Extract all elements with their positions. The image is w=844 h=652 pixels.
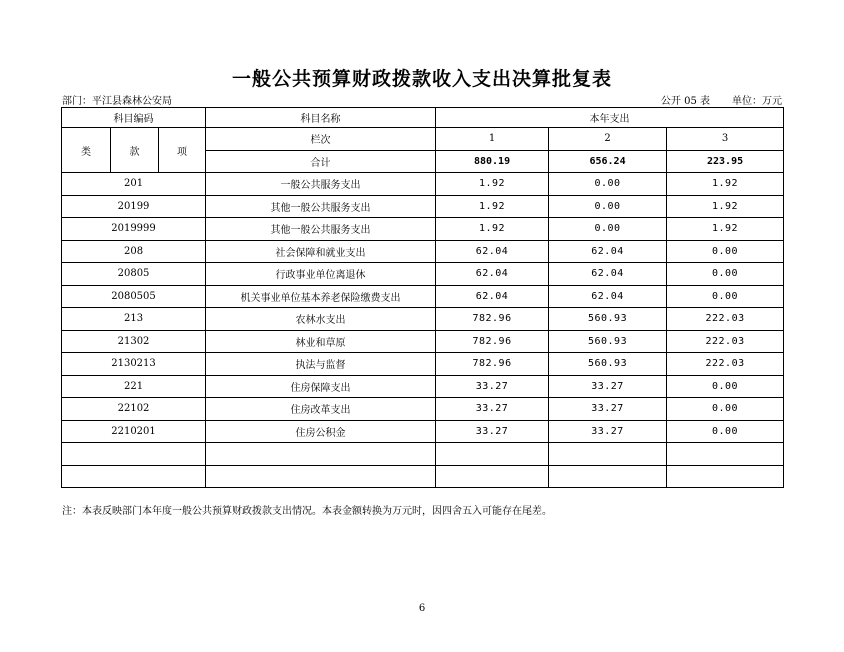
header-row-1 [62,108,784,128]
empty-cell [436,465,549,488]
row-value-2: 0.00 [549,195,667,218]
table-row [62,218,784,241]
unit-label: 单位：万元 [732,96,782,107]
row-code: 20199 [62,195,206,218]
row-value-3: 1.92 [667,218,784,241]
table-row [62,285,784,308]
row-value-1: 62.04 [436,240,549,263]
budget-table [61,107,784,488]
row-name: 农林水支出 [206,308,436,331]
row-value-3: 222.03 [667,330,784,353]
row-value-1: 33.27 [436,375,549,398]
header-kuan: 款 [111,128,159,173]
row-code: 20805 [62,263,206,286]
row-value-1: 62.04 [436,263,549,286]
header-lei: 类 [62,128,111,173]
row-value-3: 0.00 [667,263,784,286]
row-name: 林业和草原 [206,330,436,353]
row-value-3: 0.00 [667,398,784,421]
row-name: 一般公共服务支出 [206,173,436,196]
table-row [62,308,784,331]
row-value-1: 1.92 [436,173,549,196]
row-name: 执法与监督 [206,353,436,376]
empty-cell [206,443,436,466]
table-row [62,375,784,398]
row-value-2: 0.00 [549,218,667,241]
total-value-3: 223.95 [667,150,784,173]
form-number: 公开 05 表 [660,96,710,107]
row-value-3: 1.92 [667,195,784,218]
row-value-3: 1.92 [667,173,784,196]
empty-row [62,465,784,488]
header-col-3: 3 [667,128,784,151]
row-name: 行政事业单位离退休 [206,263,436,286]
row-value-1: 1.92 [436,195,549,218]
row-value-2: 33.27 [549,375,667,398]
header-row-2 [62,128,784,151]
row-name: 住房改革支出 [206,398,436,421]
row-value-1: 62.04 [436,285,549,308]
row-value-2: 62.04 [549,263,667,286]
table-row [62,330,784,353]
header-code: 科目编码 [62,108,206,128]
row-value-2: 62.04 [549,285,667,308]
row-code: 201 [62,173,206,196]
empty-cell [549,443,667,466]
row-value-3: 0.00 [667,420,784,443]
row-value-3: 222.03 [667,308,784,331]
row-code: 213 [62,308,206,331]
row-code: 2019999 [62,218,206,241]
footnote: 注：本表反映部门本年度一般公共预算财政拨款支出情况。本表金额转换为万元时，因四舍五入可能存在尾差。 [62,506,552,517]
row-name: 其他一般公共服务支出 [206,218,436,241]
empty-cell [436,443,549,466]
page-title: 一般公共预算财政拨款收入支出决算批复表 [231,68,612,90]
page-number: 6 [418,603,426,614]
row-value-2: 33.27 [549,398,667,421]
header-lanci: 栏次 [206,128,436,151]
header-col-2: 2 [549,128,667,151]
header-xiang: 项 [159,128,206,173]
table-row [62,353,784,376]
row-value-2: 0.00 [549,173,667,196]
row-value-1: 782.96 [436,353,549,376]
row-name: 住房公积金 [206,420,436,443]
row-value-1: 782.96 [436,330,549,353]
table-row [62,173,784,196]
row-value-2: 560.93 [549,353,667,376]
total-value-1: 880.19 [436,150,549,173]
table-row [62,263,784,286]
header-col-1: 1 [436,128,549,151]
row-code: 2210201 [62,420,206,443]
empty-row [62,443,784,466]
empty-cell [667,465,784,488]
row-value-2: 560.93 [549,308,667,331]
empty-cell [549,465,667,488]
row-code: 2130213 [62,353,206,376]
table-row [62,398,784,421]
empty-cell [667,443,784,466]
row-code: 2080505 [62,285,206,308]
row-value-3: 0.00 [667,285,784,308]
row-value-2: 560.93 [549,330,667,353]
row-name: 其他一般公共服务支出 [206,195,436,218]
row-value-1: 782.96 [436,308,549,331]
row-value-3: 0.00 [667,240,784,263]
form-meta [639,92,782,107]
table-row [62,195,784,218]
empty-cell [62,443,206,466]
row-value-1: 1.92 [436,218,549,241]
row-value-3: 222.03 [667,353,784,376]
table-row [62,240,784,263]
row-value-2: 33.27 [549,420,667,443]
table-row [62,420,784,443]
row-name: 住房保障支出 [206,375,436,398]
total-label: 合计 [206,150,436,173]
row-code: 208 [62,240,206,263]
header-year-expense: 本年支出 [436,108,784,128]
row-code: 21302 [62,330,206,353]
empty-cell [206,465,436,488]
header-name: 科目名称 [206,108,436,128]
row-value-3: 0.00 [667,375,784,398]
row-name: 社会保障和就业支出 [206,240,436,263]
empty-cell [62,465,206,488]
row-name: 机关事业单位基本养老保险缴费支出 [206,285,436,308]
department-label: 部门：平江县森林公安局 [62,96,172,107]
row-code: 221 [62,375,206,398]
row-code: 22102 [62,398,206,421]
row-value-1: 33.27 [436,398,549,421]
total-value-2: 656.24 [549,150,667,173]
row-value-1: 33.27 [436,420,549,443]
row-value-2: 62.04 [549,240,667,263]
